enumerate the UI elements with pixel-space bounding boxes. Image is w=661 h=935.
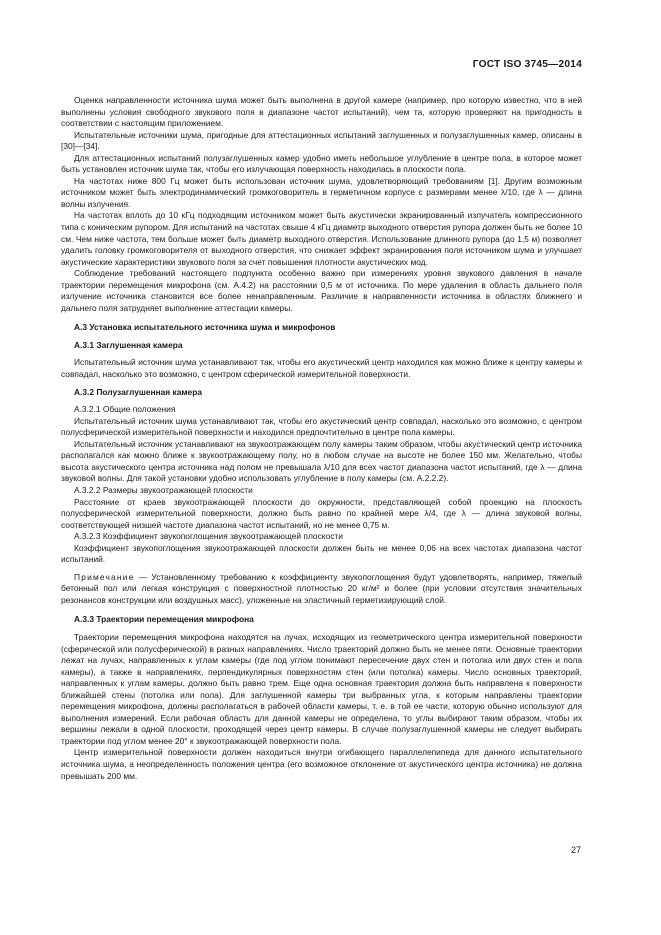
note-label: Примечание — [74, 571, 135, 582]
paragraph: Расстояние от краев звукоотражающей плоскости до окружности, представляющей собой проекцию на плоскость полусферической измерительной поверхности, должно быть равно по крайней мере λ/4, где λ — длина звуковой волны, соответствующей низшей частоте диапазона частот испытаний, но не менее 0,75 м. — [61, 496, 582, 530]
section-heading-a3: А.3 Установка испытательного источника шума и микрофонов — [74, 322, 336, 333]
page-content — [61, 95, 582, 782]
paragraph: Траектории перемещения микрофона находятся на лучах, исходящих из геометрического центра измерительной поверхности (сферической или полусферической) в разных направлениях. Число траекторий должно быть не менее пяти. Основные траектории лежат на лучах, направленных к углам камеры (где под углом понимают пересечение двух стен и потолка или двух стен и пола камеры), а также в направлениях, перпендикулярных поверхностям стен (или потолка) камеры. Число основных траекторий, направленных к углам камеры, должно быть равно трем. Еще одна основная траектория должна быть направлена к поверхности ближайшей стены (потолка или пола). Для заглушенной камеры три выбранных угла, к которым направлены траектории перемещения микрофона, должны располагаться в рабочей области камеры, т. е. в той ее части, которую обычно используют для выполнения измерений. Если рабочая область для данной камеры не определена, то углы выбирают таким образом, чтобы их вершины лежали в одной плоскости, проходящей через центр камеры. В случае полузаглушенной камеры не следует выбирать траектории под углом менее 20° к звукоотражающей поверхности пола. — [61, 631, 582, 746]
page-number: 27 — [570, 845, 581, 855]
paragraph: Коэффициент звукопоглощения звукоотражающей плоскости должен быть не менее 0,06 на всех частотах диапазона частот испытаний. — [61, 542, 582, 565]
paragraph: Испытательный источник устанавливают на звукоотражающем полу камеры таким образом, чтобы акустический центр источника располагался как можно ближе к звукоотражающему полу, но в любом случае на высоте не более 150 мм. Желательно, чтобы высота акустического центра источника над полом не превышала λ/10 для всех частот диапазона частот испытаний, где λ — длина звуковой волны. Для такой установки удобно использовать углубление в полу камеры (см. А.2.2.2). — [61, 438, 582, 484]
standard-header: ГОСТ ISO 3745—2014 — [472, 59, 582, 70]
section-heading-a31: А.3.1 Заглушенная камера — [74, 339, 183, 350]
paragraph: Испытательный источник шума устанавливают так, чтобы его акустический центр находился как можно ближе к центру камеры и совпадал, насколько это возможно, с центром сферической измерительной поверхности. — [61, 357, 582, 380]
paragraph: Испытательный источник шума устанавливают так, чтобы его акустический центр совпадал, насколько это возможно, с центром полусферической измерительной поверхности и находился предпочтительно в центре пола камеры. — [61, 415, 582, 438]
note-paragraph — [61, 572, 582, 607]
paragraph: Соблюдение требований настоящего подпункта особенно важно при измерениях уровня звукового давления в начале траектории перемещения микрофона (см. А.4.2) на расстоянии 0,5 м от источника. По мере удаления в область дальнего поля излучение источника становится все более ненаправленным. Различие в направленности источника в областях ближнего и дальнего поля затрудняет выполнение аттестации камеры. — [61, 268, 582, 313]
subsection-heading-a322: А.3.2.2 Размеры звукоотражающей плоскости — [74, 484, 253, 495]
section-heading-a33: А.3.3 Траектории перемещения микрофона — [74, 614, 254, 625]
paragraph: Для аттестационных испытаний полузаглушенных камер удобно иметь небольшое углубление в центре пола, в которое может быть установлен источник шума так, чтобы его излучающая поверхность находилась в плоскости пола. — [61, 152, 582, 175]
paragraph: Оценка направленности источника шума может быть выполнена в другой камере (например, про которую известно, что в ней выполнены условия свободного звукового поля в диапазоне частот испытаний), чем та, которую проверяют на пригодность в соответствии с настоящим приложением. — [61, 95, 582, 129]
subsection-heading-a323: А.3.2.3 Коэффициент звукопоглощения звукоотражающей плоскости — [74, 531, 343, 542]
paragraph: Испытательные источники шума, пригодные для аттестационных испытаний заглушенных и полузаглушенных камер, описаны в [30]—[34]. — [61, 129, 582, 152]
subsection-heading-a321: А.3.2.1 Общие положения — [74, 404, 176, 415]
paragraph: Центр измерительной поверхности должен находиться внутри огибающего параллелепипеда для данного испытательного источника шума, а неопределенность положения центра (его возможное отклонение от акустического центра источника) не должна превышать 200 мм. — [61, 747, 582, 781]
note-text: — Установленному требованию к коэффициенту звукопоглощения будут удовлетворять, например, тяжелый бетонный пол или легкая конструкция с поверхностной плотностью 20 кг/м² и более (при условии отсутствия значительных резонансов конструкции или воздушных масс), уложенные на эластичный герметизирующий слой. — [61, 571, 582, 605]
section-heading-a32: А.3.2 Полузаглушенная камера — [74, 386, 202, 397]
paragraph: На частотах вплоть до 10 кГц подходящим источником может быть акустически экранированный излучатель компрессионного типа с коническим рупором. Для испытаний на частотах свыше 4 кГц диаметр выходного отверстия рупора должен быть не более 10 см. Чем ниже частота, тем больше может быть диаметр выходного отверстия. Использование длинного рупора (до 1,5 м) позволяет удалить головку громкоговорителя от выходного отверстия, что снижает эффект экранирования поля источником шума и улучшает акустические характеристики звукового поля за счет повышения плотности акустических мод. — [61, 210, 582, 267]
paragraph: На частотах ниже 800 Гц может быть использован источник шума, удовлетворяющий требованиям [1]. Другим возможным источником может быть электродинамический громкоговоритель в герметичном корпусе с размерами менее λ/10, где λ — длина волны излучения. — [61, 175, 582, 209]
